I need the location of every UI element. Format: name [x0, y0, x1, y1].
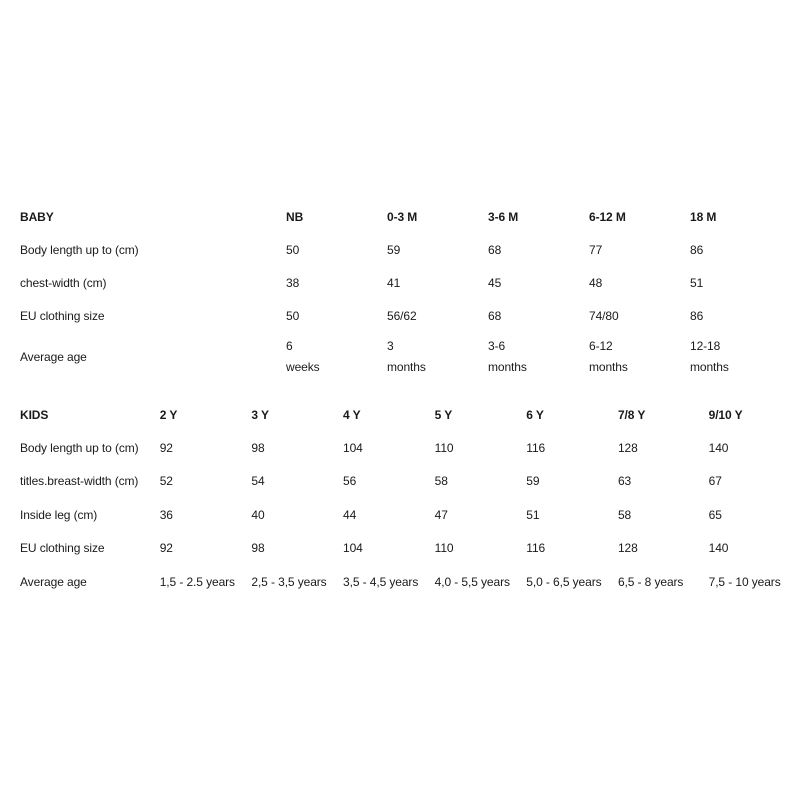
table-cell: 116 [526, 441, 546, 456]
kids-header-row [20, 398, 800, 431]
kids-size-table [20, 398, 800, 598]
table-cell: 1,5 - 2.5 years [159, 574, 235, 589]
table-cell: 116 [526, 541, 546, 556]
baby-size-header: 6-12 M [589, 209, 626, 224]
table-cell: 86 [690, 242, 704, 257]
kids-size-header: 5 Y [434, 407, 453, 422]
table-cell: 50 [286, 242, 300, 257]
cell-line: 3 [387, 339, 394, 353]
table-cell [387, 332, 488, 382]
table-cell: 36 [159, 507, 173, 522]
row-label: EU clothing size [20, 308, 105, 323]
row-label: Average age [20, 574, 87, 589]
cell-line: 3-6 [488, 339, 506, 353]
row-label: Inside leg (cm) [20, 507, 98, 522]
table-cell: 98 [251, 541, 265, 556]
table-row [20, 266, 791, 299]
table-row [20, 532, 800, 565]
table-row [20, 565, 800, 598]
table-cell [286, 332, 387, 382]
kids-size-header: 7/8 Y [617, 407, 646, 422]
baby-section-title: BABY [20, 209, 54, 224]
kids-size-header: 3 Y [251, 407, 269, 422]
kids-size-header: 6 Y [526, 407, 544, 422]
table-cell: 140 [708, 441, 729, 456]
table-cell: 45 [488, 275, 502, 290]
table-cell: 59 [387, 242, 401, 257]
table-cell: 54 [251, 474, 265, 489]
cell-line: 6 [286, 339, 293, 353]
cell-line: months [387, 360, 426, 374]
cell-line: months [589, 360, 628, 374]
baby-size-header: NB [286, 209, 304, 224]
table-cell: 3,5 - 4,5 years [343, 574, 419, 589]
table-cell: 56/62 [387, 308, 417, 323]
table-cell: 110 [434, 541, 454, 556]
table-row [20, 299, 791, 332]
table-cell: 110 [434, 441, 454, 456]
row-label: Average age [20, 349, 87, 364]
kids-section-title: KIDS [20, 407, 49, 422]
table-cell: 68 [488, 308, 502, 323]
table-row [20, 465, 800, 498]
table-cell: 4,0 - 5,5 years [434, 574, 510, 589]
table-cell: 63 [617, 474, 632, 489]
cell-line: 12-18 [690, 339, 721, 353]
table-cell: 98 [251, 441, 265, 456]
table-cell [589, 332, 690, 382]
kids-size-header: 9/10 Y [708, 407, 743, 422]
table-cell [690, 332, 791, 382]
table-cell: 68 [488, 242, 502, 257]
table-cell: 7,5 - 10 years [708, 574, 781, 589]
cell-line: months [488, 360, 527, 374]
table-row [20, 233, 791, 266]
row-label: Body length up to (cm) [20, 441, 139, 456]
table-cell: 92 [159, 441, 173, 456]
cell-line: weeks [286, 360, 320, 374]
table-cell: 41 [387, 275, 401, 290]
table-cell: 40 [251, 507, 265, 522]
table-cell: 50 [286, 308, 300, 323]
baby-size-header: 18 M [690, 209, 717, 224]
table-cell: 74/80 [589, 308, 619, 323]
table-cell: 104 [343, 441, 363, 456]
kids-size-header: 2 Y [159, 407, 178, 422]
table-row [20, 431, 800, 464]
baby-size-header: 3-6 M [488, 209, 519, 224]
table-cell: 47 [434, 507, 448, 522]
baby-header-row [20, 200, 791, 233]
table-cell: 128 [617, 441, 638, 456]
table-cell: 51 [526, 507, 540, 522]
table-cell: 6,5 - 8 years [617, 574, 684, 589]
row-label: Body length up to (cm) [20, 242, 139, 257]
table-cell: 59 [526, 474, 540, 489]
table-cell: 58 [617, 507, 632, 522]
table-cell: 65 [708, 507, 722, 522]
row-label: titles.breast-width (cm) [20, 474, 139, 489]
table-cell: 44 [343, 507, 357, 522]
cell-line: 6-12 [589, 339, 613, 353]
kids-size-header: 4 Y [343, 407, 361, 422]
row-label: chest-width (cm) [20, 275, 107, 290]
table-cell: 140 [708, 541, 729, 556]
table-cell: 56 [343, 474, 357, 489]
cell-line: months [690, 360, 729, 374]
table-cell: 2,5 - 3,5 years [251, 574, 327, 589]
table-cell: 38 [286, 275, 300, 290]
table-row [20, 498, 800, 531]
table-cell: 67 [708, 474, 722, 489]
row-label: EU clothing size [20, 541, 105, 556]
table-cell: 51 [690, 275, 704, 290]
table-cell: 128 [617, 541, 638, 556]
table-cell: 52 [159, 474, 173, 489]
baby-size-table [20, 200, 791, 382]
table-cell: 48 [589, 275, 603, 290]
table-cell: 104 [343, 541, 363, 556]
table-cell: 86 [690, 308, 704, 323]
table-cell: 58 [434, 474, 448, 489]
table-cell: 5,0 - 6,5 years [526, 574, 602, 589]
baby-size-header: 0-3 M [387, 209, 418, 224]
table-row [20, 332, 791, 382]
table-cell: 92 [159, 541, 173, 556]
table-cell: 77 [589, 242, 603, 257]
table-cell [488, 332, 589, 382]
